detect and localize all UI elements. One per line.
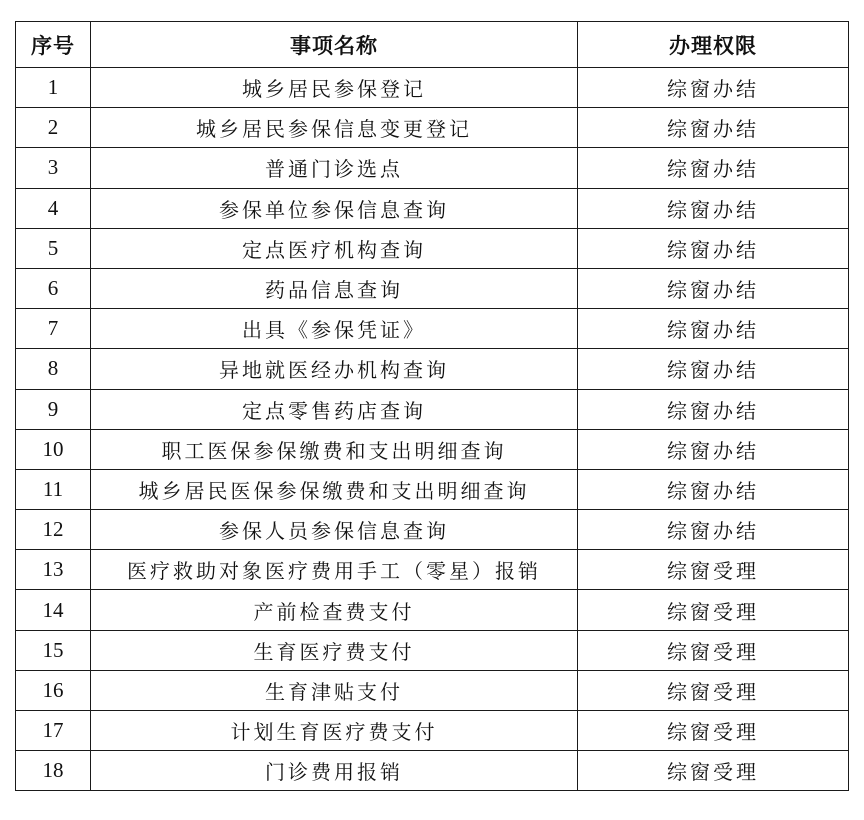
header-serial-number: 序号	[16, 22, 91, 68]
cell-serial-number: 13	[16, 550, 91, 590]
cell-handling-authority: 综窗办结	[578, 228, 849, 268]
table-row	[16, 670, 849, 710]
cell-item-name: 普通门诊选点	[91, 148, 578, 188]
cell-handling-authority: 综窗办结	[578, 510, 849, 550]
cell-item-name: 异地就医经办机构查询	[91, 349, 578, 389]
cell-handling-authority: 综窗办结	[578, 188, 849, 228]
cell-serial-number: 15	[16, 630, 91, 670]
table-row	[16, 550, 849, 590]
cell-serial-number: 1	[16, 68, 91, 108]
table-row	[16, 68, 849, 108]
cell-serial-number: 11	[16, 469, 91, 509]
cell-item-name: 城乡居民参保登记	[91, 68, 578, 108]
cell-item-name: 门诊费用报销	[91, 751, 578, 791]
cell-item-name: 城乡居民参保信息变更登记	[91, 108, 578, 148]
header-item-name: 事项名称	[91, 22, 578, 68]
cell-serial-number: 6	[16, 268, 91, 308]
cell-item-name: 产前检查费支付	[91, 590, 578, 630]
cell-item-name: 生育津贴支付	[91, 670, 578, 710]
cell-serial-number: 5	[16, 228, 91, 268]
table-row	[16, 469, 849, 509]
cell-serial-number: 10	[16, 429, 91, 469]
cell-item-name: 药品信息查询	[91, 268, 578, 308]
cell-item-name: 参保单位参保信息查询	[91, 188, 578, 228]
cell-item-name: 生育医疗费支付	[91, 630, 578, 670]
cell-handling-authority: 综窗受理	[578, 550, 849, 590]
cell-serial-number: 8	[16, 349, 91, 389]
table-row	[16, 108, 849, 148]
cell-serial-number: 14	[16, 590, 91, 630]
cell-item-name: 城乡居民医保参保缴费和支出明细查询	[91, 469, 578, 509]
cell-item-name: 计划生育医疗费支付	[91, 711, 578, 751]
cell-serial-number: 3	[16, 148, 91, 188]
table-row	[16, 389, 849, 429]
cell-serial-number: 12	[16, 510, 91, 550]
cell-serial-number: 4	[16, 188, 91, 228]
cell-serial-number: 17	[16, 711, 91, 751]
table-row	[16, 630, 849, 670]
cell-handling-authority: 综窗办结	[578, 108, 849, 148]
cell-handling-authority: 综窗办结	[578, 389, 849, 429]
cell-handling-authority: 综窗办结	[578, 429, 849, 469]
cell-handling-authority: 综窗受理	[578, 751, 849, 791]
cell-item-name: 出具《参保凭证》	[91, 309, 578, 349]
cell-item-name: 医疗救助对象医疗费用手工（零星）报销	[91, 550, 578, 590]
table-row	[16, 590, 849, 630]
table-row	[16, 148, 849, 188]
cell-item-name: 参保人员参保信息查询	[91, 510, 578, 550]
cell-handling-authority: 综窗受理	[578, 590, 849, 630]
table-row	[16, 188, 849, 228]
cell-item-name: 定点医疗机构查询	[91, 228, 578, 268]
table-row	[16, 711, 849, 751]
header-handling-authority: 办理权限	[578, 22, 849, 68]
cell-handling-authority: 综窗办结	[578, 469, 849, 509]
cell-handling-authority: 综窗办结	[578, 68, 849, 108]
table-header	[16, 22, 849, 68]
cell-handling-authority: 综窗受理	[578, 630, 849, 670]
cell-serial-number: 18	[16, 751, 91, 791]
cell-serial-number: 9	[16, 389, 91, 429]
cell-handling-authority: 综窗办结	[578, 268, 849, 308]
service-items-table	[15, 21, 849, 791]
cell-item-name: 定点零售药店查询	[91, 389, 578, 429]
cell-serial-number: 16	[16, 670, 91, 710]
table-row	[16, 268, 849, 308]
table-row	[16, 228, 849, 268]
header-row	[16, 22, 849, 68]
cell-handling-authority: 综窗办结	[578, 148, 849, 188]
cell-handling-authority: 综窗受理	[578, 670, 849, 710]
cell-handling-authority: 综窗受理	[578, 711, 849, 751]
table-row	[16, 349, 849, 389]
table-row	[16, 309, 849, 349]
cell-serial-number: 7	[16, 309, 91, 349]
table-row	[16, 510, 849, 550]
cell-serial-number: 2	[16, 108, 91, 148]
cell-handling-authority: 综窗办结	[578, 349, 849, 389]
table-body	[16, 68, 849, 791]
table-row	[16, 751, 849, 791]
table-row	[16, 429, 849, 469]
cell-handling-authority: 综窗办结	[578, 309, 849, 349]
cell-item-name: 职工医保参保缴费和支出明细查询	[91, 429, 578, 469]
